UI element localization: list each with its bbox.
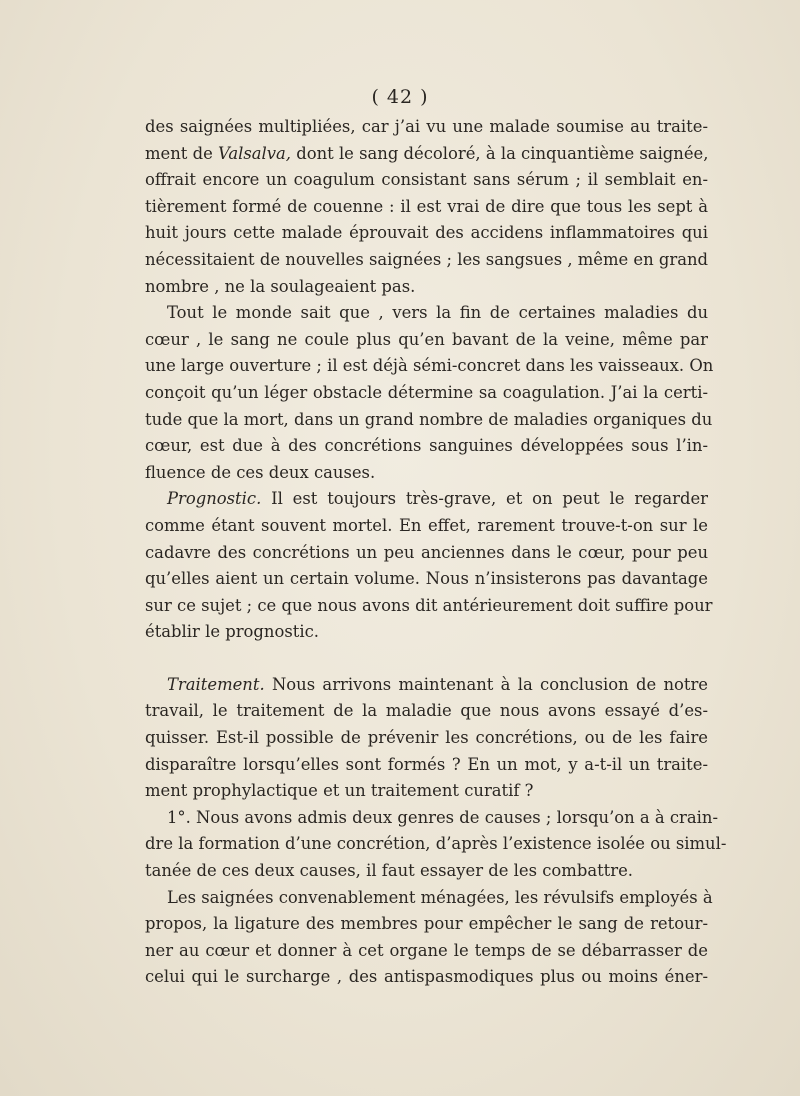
text-line: huit jours cette malade éprouvait des accidens inflammatoires qui [145,223,708,243]
text-line: offrait encore un coagulum consistant sans sérum ; il semblait en- [145,170,708,190]
text-line: dre la formation d’une concrétion, d’après l’existence isolée ou simul- [145,834,727,854]
text-line: tanée de ces deux causes, il faut essayer de les combattre. [145,861,634,881]
text-line: celui qui le surcharge , des antispasmodiques plus ou moins éner- [145,967,708,987]
page-number: ( 42 ) [371,86,429,108]
text-line: ment prophylactique et un traitement curatif ? [145,781,534,801]
text-line: cadavre des concrétions un peu anciennes dans le cœur, pour peu [145,542,708,562]
text-line: tude que la mort, dans un grand nombre de maladies organiques du [145,409,713,429]
text-line: nombre , ne la soulageaient pas. [145,276,416,296]
text-line: Tout le monde sait que , vers la fin de certaines maladies du [167,303,708,323]
text-line: une large ouverture ; il est déjà sémi-concret dans les vaisseaux. On [145,356,714,376]
italic-name: Valsalva, [218,143,292,163]
text-line: établir le prognostic. [145,622,319,642]
paragraph-gap [145,646,708,672]
text-line: tièrement formé de couenne : il est vrai de dire que tous les sept à [145,196,708,216]
text-line: travail, le traitement de la maladie que nous avons essayé d’es- [145,701,708,721]
body-text [145,114,727,991]
text-line: comme étant souvent mortel. En effet, rarement trouve-t-on sur le [145,515,708,535]
section-heading-prognostic: Prognostic. [167,489,262,509]
text-line: ner au cœur et donner à cet organe le temps de se débarrasser de [145,940,708,960]
text-line: ment de Valsalva, dont le sang décoloré, à la cinquantième saignée, [145,143,709,163]
text-line: Prognostic. Il est toujours très-grave, et on peut le regarder [167,489,708,509]
text-line: cœur , le sang ne coule plus qu’en bavant de la veine, même par [145,329,708,349]
text-line: fluence de ces deux causes. [145,462,376,482]
text-line: conçoit qu’un léger obstacle détermine sa coagulation. J’ai la certi- [145,382,708,402]
text-line: cœur, est due à des concrétions sanguines développées sous l’in- [145,436,708,456]
text-line: quisser. Est-il possible de prévenir les concrétions, ou de les faire [145,728,708,748]
text-line: 1°. Nous avons admis deux genres de causes ; lorsqu’on a à crain- [167,807,718,827]
text-line: Traitement. Nous arrivons maintenant à la conclusion de notre [167,674,708,694]
text-line: qu’elles aient un certain volume. Nous n’insisterons pas davantage [145,569,708,589]
text-line: des saignées multipliées, car j’ai vu une malade soumise au traite- [145,117,708,136]
text-line: propos, la ligature des membres pour empêcher le sang de retour- [145,914,708,934]
text-line: nécessitaient de nouvelles saignées ; les sangsues , même en grand [145,249,709,269]
text-line: sur ce sujet ; ce que nous avons dit antérieurement doit suffire pour [145,595,713,615]
text-line: Les saignées convenablement ménagées, les révulsifs employés à [167,887,713,907]
section-heading-traitement: Traitement. [167,674,265,694]
text-line: disparaître lorsqu’elles sont formés ? En un mot, y a-t-il un traite- [145,754,708,774]
